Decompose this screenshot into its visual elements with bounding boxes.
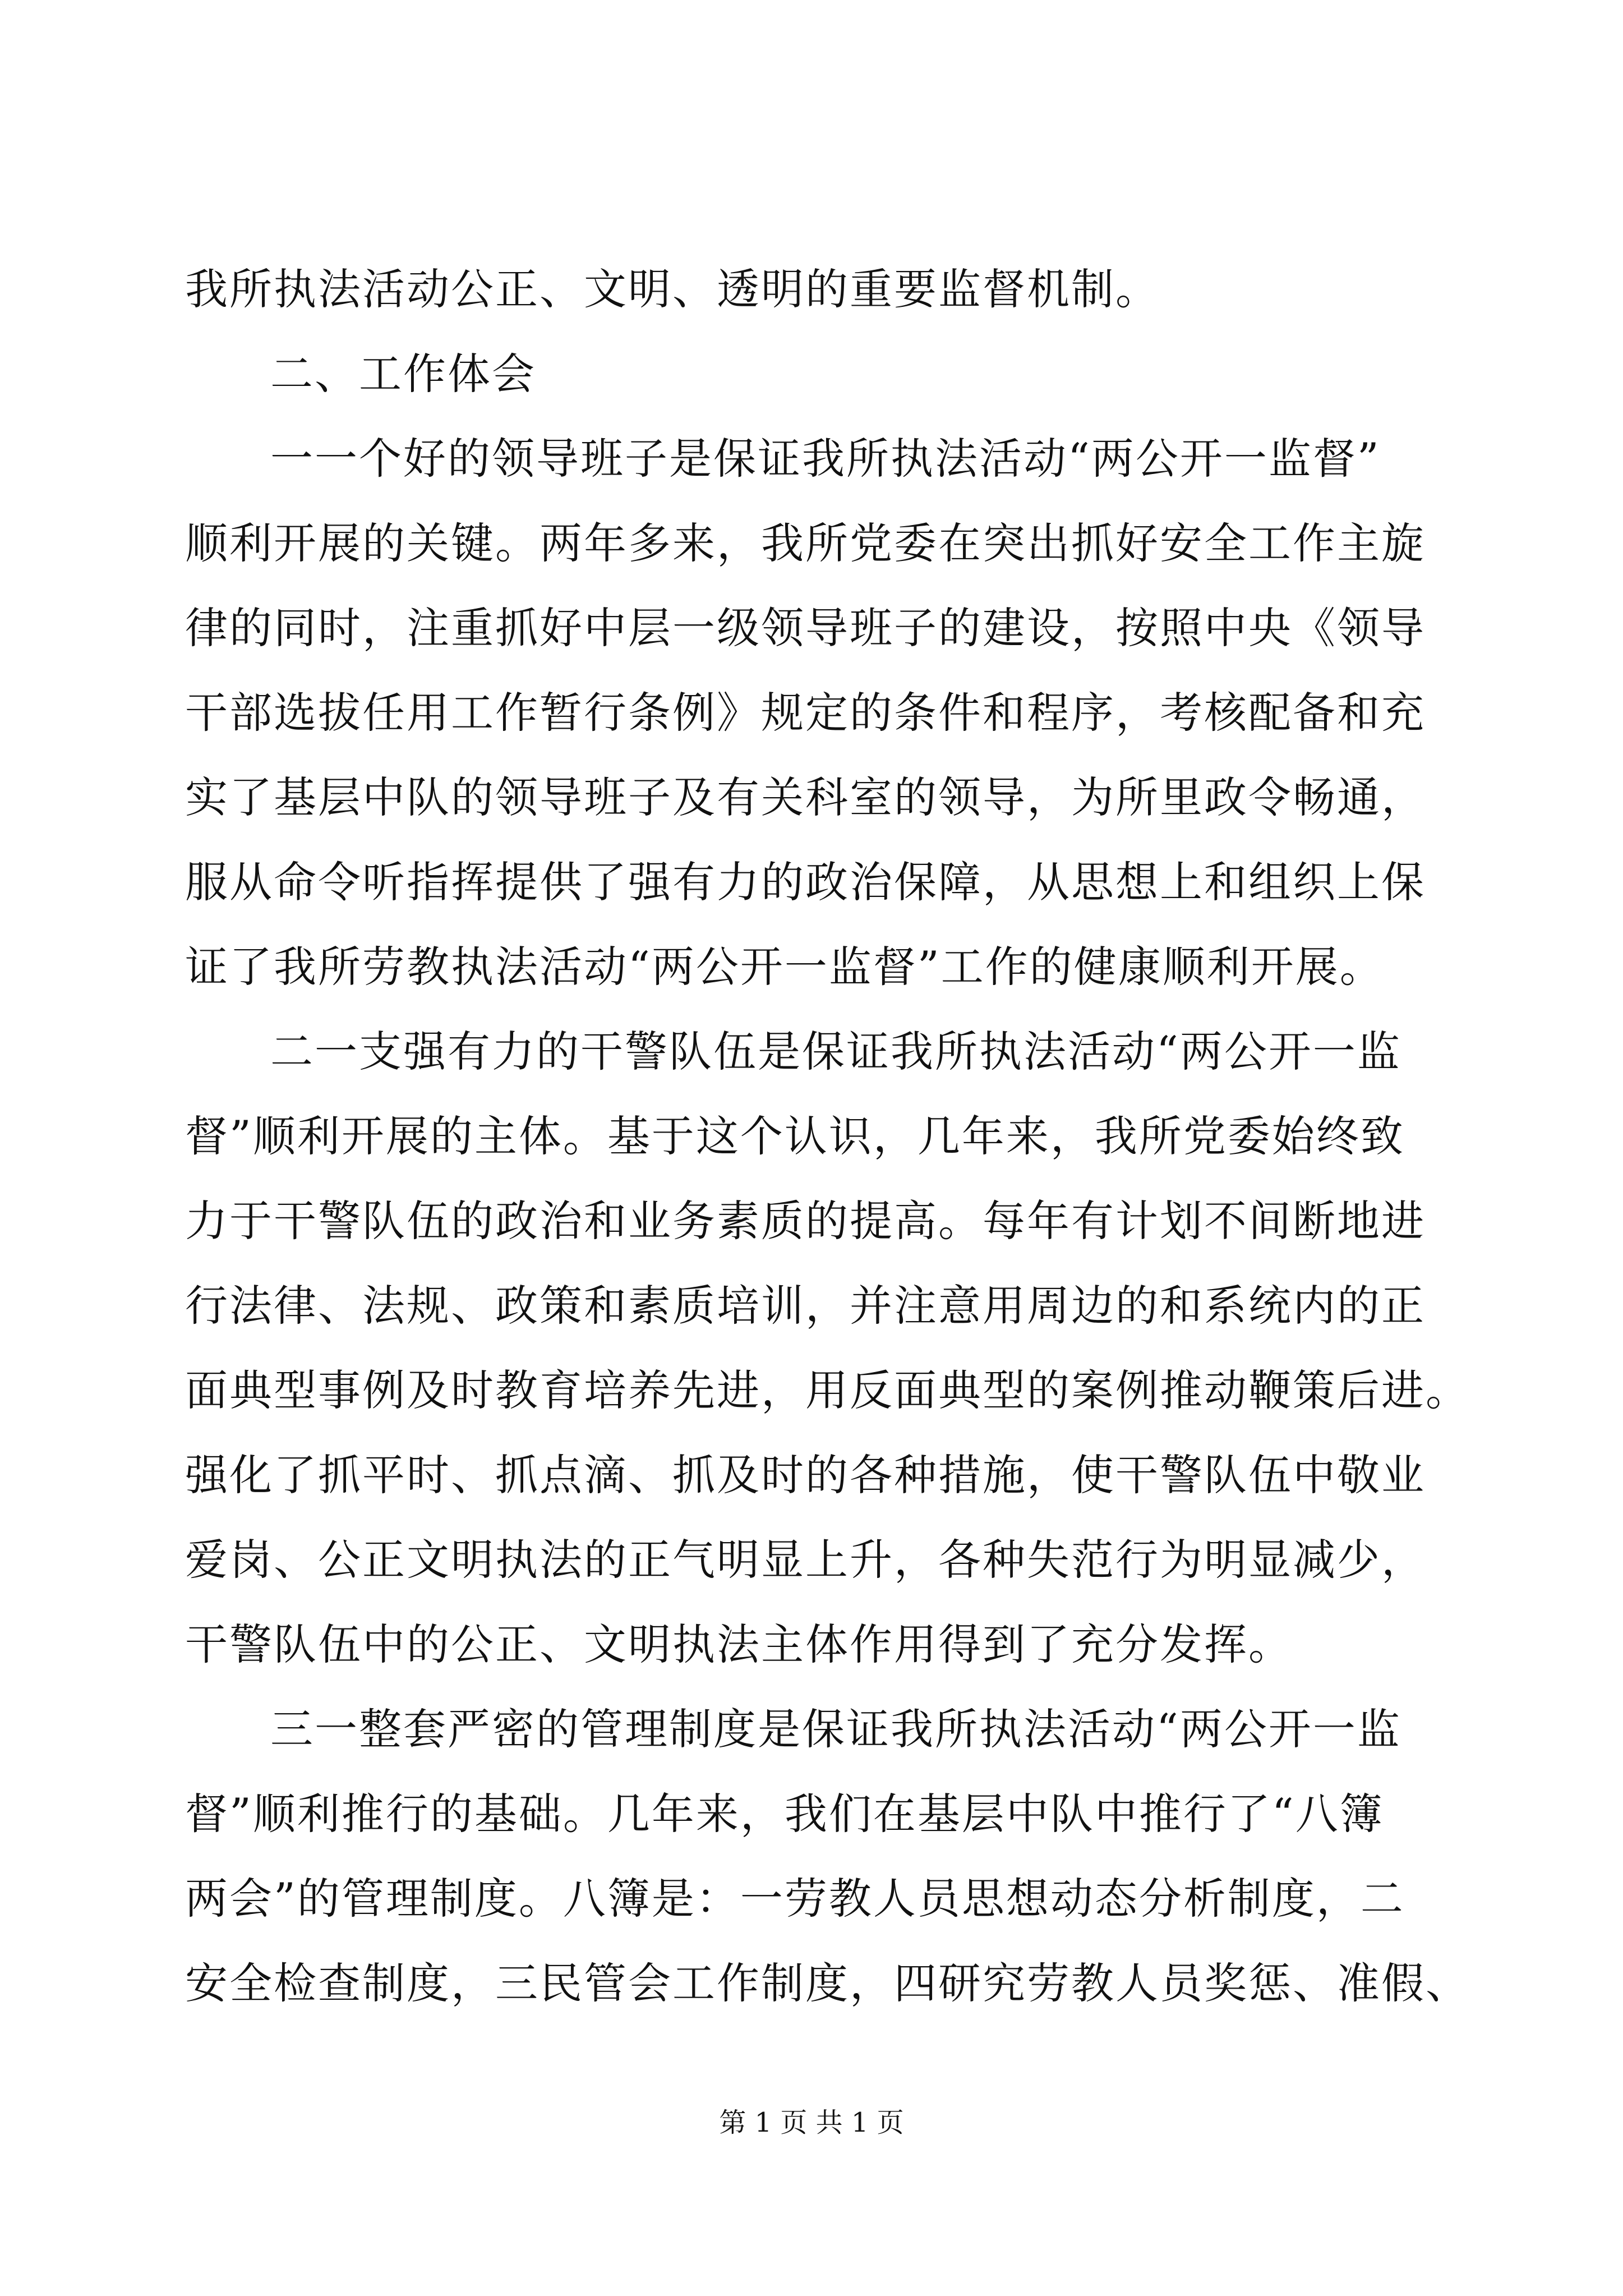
- text-line: 三一整套严密的管理制度是保证我所执法活动“两公开一监: [270, 1704, 1401, 1754]
- text-line: 爱岗、公正文明执法的正气明显上升，各种失范行为明显减少，: [185, 1535, 1426, 1585]
- text-line: 我所执法活动公正、文明、透明的重要监督机制。: [185, 264, 1160, 314]
- text-line: 安全检查制度，三民管会工作制度，四研究劳教人员奖惩、准假、: [185, 1958, 1470, 2008]
- text-line: 行法律、法规、政策和素质培训，并注意用周边的和系统内的正: [185, 1281, 1426, 1331]
- text-line: 强化了抓平时、抓点滴、抓及时的各种措施，使干警队伍中敬业: [185, 1450, 1426, 1500]
- document-body: [185, 247, 1470, 2026]
- text-line: 两会”的管理制度。八簿是：一劳教人员思想动态分析制度，二: [185, 1874, 1405, 1924]
- text-line: 顺利开展的关键。两年多来，我所党委在突出抓好安全工作主旋: [185, 518, 1426, 568]
- text-line: 律的同时，注重抓好中层一级领导班子的建设，按照中央《领导: [185, 603, 1426, 653]
- text-line: 一一个好的领导班子是保证我所执法活动“两公开一监督”: [270, 434, 1381, 484]
- text-line: 面典型事例及时教育培养先进，用反面典型的案例推动鞭策后进。: [185, 1365, 1470, 1415]
- text-line: 证了我所劳教执法活动“两公开一监督”工作的健康顺利开展。: [185, 942, 1384, 992]
- text-line: 服从命令听指挥提供了强有力的政治保障，从思想上和组织上保: [185, 857, 1426, 907]
- text-line: 力于干警队伍的政治和业务素质的提高。每年有计划不间断地进: [185, 1196, 1426, 1246]
- text-line: 督”顺利推行的基础。几年来，我们在基层中队中推行了“八簿: [185, 1789, 1384, 1839]
- text-line: 实了基层中队的领导班子及有关科室的领导，为所里政令畅通，: [185, 772, 1426, 822]
- section-heading: 二、工作体会: [270, 349, 536, 399]
- text-line: 督”顺利开展的主体。基于这个认识，几年来，我所党委始终致: [185, 1111, 1405, 1161]
- text-line: 干警队伍中的公正、文明执法主体作用得到了充分发挥。: [185, 1619, 1293, 1669]
- text-line: 二一支强有力的干警队伍是保证我所执法活动“两公开一监: [270, 1027, 1401, 1076]
- page-number-footer: 第 1 页 共 1 页: [719, 2107, 904, 2138]
- text-line: 干部选拔任用工作暂行条例》规定的条件和程序，考核配备和充: [185, 688, 1426, 738]
